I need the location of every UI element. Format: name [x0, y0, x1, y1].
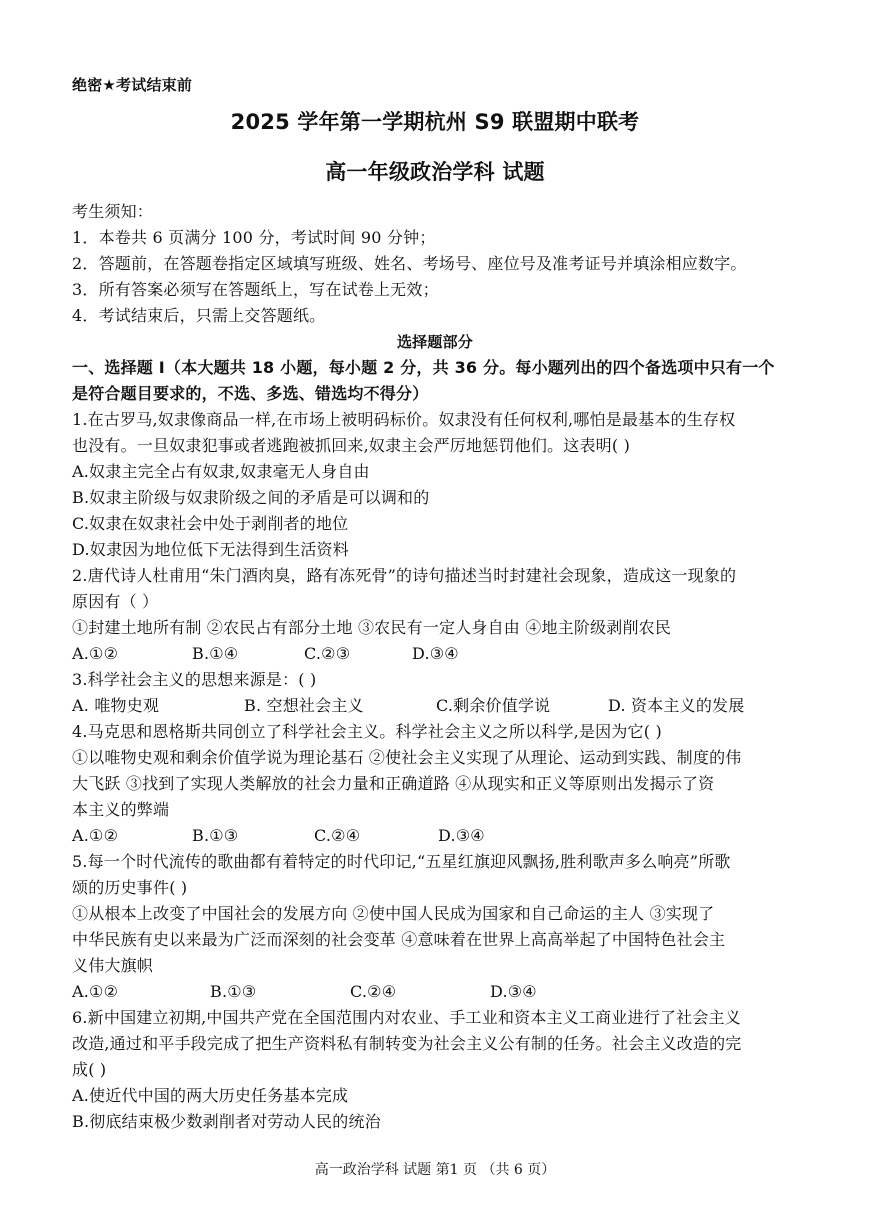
q3-option-b: B. 空想社会主义 — [244, 696, 364, 715]
notice-item: 1．本卷共 6 页满分 100 分，考试时间 90 分钟； — [72, 228, 436, 247]
q6-stem: 6.新中国建立初期,中国共产党在全国范围内对农业、手工业和资本主义工商业进行了社会主义 — [72, 1008, 741, 1027]
q1-option-b: B.奴隶主阶级与奴隶阶级之间的矛盾是可以调和的 — [72, 488, 430, 507]
exam-title: 2025 学年第一学期杭州 S9 联盟期中联考 — [230, 110, 640, 134]
q4-statements: ①以唯物史观和剩余价值学说为理论基石 ②使社会主义实现了从理论、运动到实践、制度的伟 — [72, 748, 742, 767]
q4-option-c: C.②④ — [314, 826, 361, 845]
q2-stem: 原因有（ ） — [72, 592, 159, 611]
q5-statements: ①从根本上改变了中国社会的发展方向 ②使中国人民成为国家和自己命运的主人 ③实现了 — [72, 904, 715, 923]
q3-option-a: A. 唯物史观 — [72, 696, 160, 715]
q5-option-c: C.②④ — [350, 982, 397, 1001]
q6-stem: 成( ) — [72, 1060, 107, 1079]
q1-option-c: C.奴隶在奴隶社会中处于剥削者的地位 — [72, 514, 349, 533]
q5-options — [72, 979, 804, 1005]
exam-subtitle: 高一年级政治学科 试题 — [325, 160, 545, 184]
q1-option-a: A.奴隶主完全占有奴隶,奴隶毫无人身自由 — [72, 462, 370, 481]
section-title: 选择题部分 — [396, 333, 473, 351]
q4-statements: 本主义的弊端 — [72, 800, 170, 819]
q3-stem: 3.科学社会主义的思想来源是：( ) — [72, 670, 317, 689]
q5-option-a: A.①② — [72, 982, 119, 1001]
q2-option-b: B.①④ — [192, 644, 239, 663]
q6-option-b: B.彻底结束极少数剥削者对劳动人民的统治 — [72, 1112, 381, 1131]
q4-option-a: A.①② — [72, 826, 119, 845]
q5-stem: 5.每一个时代流传的歌曲都有着特定的时代印记,“五星红旗迎风飘扬,胜利歌声多么响亮”所歌 — [72, 852, 731, 871]
notice-item: 4．考试结束后，只需上交答题纸。 — [72, 306, 326, 325]
q5-option-d: D.③④ — [490, 982, 537, 1001]
q2-option-d: D.③④ — [412, 644, 459, 663]
q6-option-a: A.使近代中国的两大历史任务基本完成 — [72, 1086, 349, 1105]
q1-stem: 1.在古罗马,奴隶像商品一样,在市场上被明码标价。奴隶没有任何权利,哪怕是最基本的生存权 — [72, 410, 736, 429]
q2-option-c: C.②③ — [304, 644, 351, 663]
q6-stem: 改造,通过和平手段完成了把生产资料私有制转变为社会主义公有制的任务。社会主义改造的完 — [72, 1034, 742, 1053]
notice-item: 3．所有答案必须写在答题纸上，写在试卷上无效； — [72, 280, 439, 299]
notice-item: 2．答题前，在答题卷指定区域填写班级、姓名、考场号、座位号及准考证号并填涂相应数字。 — [72, 254, 747, 273]
q3-option-c: C.剩余价值学说 — [436, 696, 551, 715]
q4-statements: 大飞跃 ③找到了实现人类解放的社会力量和正确道路 ④从现实和正义等原则出发揭示了资 — [72, 774, 715, 793]
q1-stem: 也没有。一旦奴隶犯事或者逃跑被抓回来,奴隶主会严厉地惩罚他们。这表明( ) — [72, 436, 631, 455]
q5-statements: 义伟大旗帜 — [72, 956, 154, 975]
q5-stem: 颂的历史事件( ) — [72, 878, 188, 897]
q2-stem: 2.唐代诗人杜甫用“朱门酒肉臭，路有冻死骨”的诗句描述当时封建社会现象，造成这一现象的 — [72, 566, 737, 585]
q2-options — [72, 641, 804, 667]
page-footer: 高一政治学科 试题 第1 页 （共 6 页） — [314, 1162, 556, 1178]
q4-option-d: D.③④ — [438, 826, 485, 845]
q4-option-b: B.①③ — [192, 826, 239, 845]
q3-options — [72, 693, 804, 719]
q4-options — [72, 823, 804, 849]
section-instruction: 一、选择题 I（本大题共 18 小题，每小题 2 分，共 36 分。每小题列出的四个备选项中只有一个 — [72, 358, 775, 377]
q5-statements: 中华民族有史以来最为广泛而深刻的社会变革 ④意味着在世界上高高举起了中国特色社会主 — [72, 930, 726, 949]
q3-option-d: D. 资本主义的发展 — [608, 696, 745, 715]
notice-heading: 考生须知： — [72, 202, 154, 221]
q1-option-d: D.奴隶因为地位低下无法得到生活资料 — [72, 540, 349, 559]
section-instruction: 是符合题目要求的，不选、多选、错选均不得分） — [72, 384, 429, 403]
q2-option-a: A.①② — [72, 644, 119, 663]
q5-option-b: B.①③ — [210, 982, 257, 1001]
confidential-mark: 绝密★考试结束前 — [72, 76, 193, 94]
q4-stem: 4.马克思和恩格斯共同创立了科学社会主义。科学社会主义之所以科学,是因为它( ) — [72, 722, 662, 741]
q2-statements: ①封建土地所有制 ②农民占有部分土地 ③农民有一定人身自由 ④地主阶级剥削农民 — [72, 618, 672, 637]
